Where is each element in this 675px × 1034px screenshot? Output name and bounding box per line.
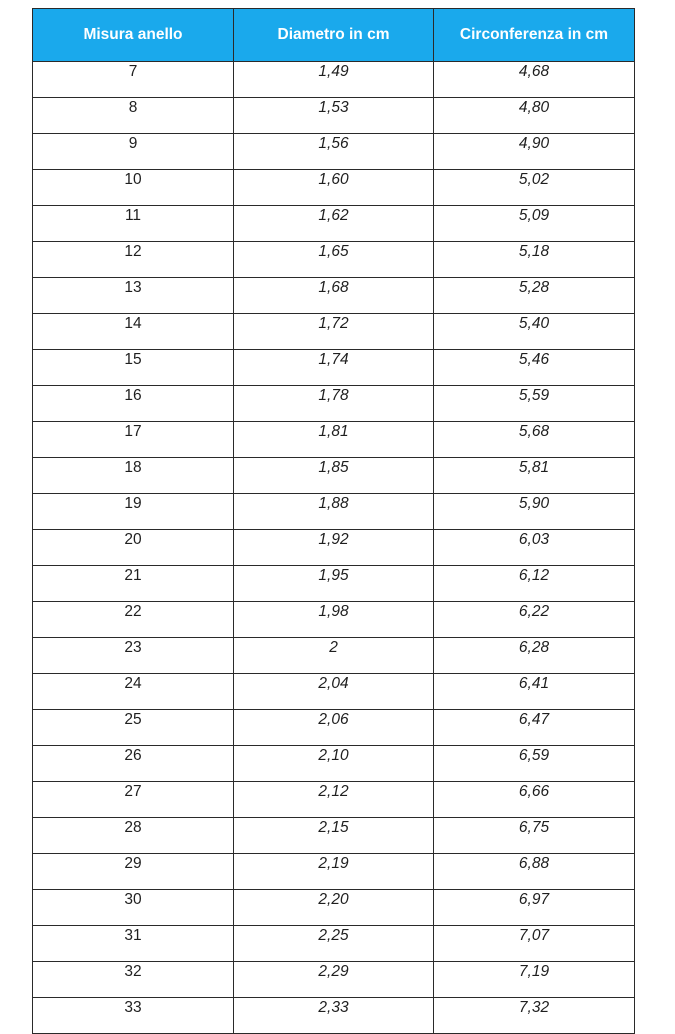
cell-ring-size: 23	[33, 638, 234, 674]
cell-circumference: 5,68	[434, 422, 635, 458]
table-row	[33, 350, 635, 386]
cell-circumference: 5,28	[434, 278, 635, 314]
table-row	[33, 926, 635, 962]
table-row	[33, 890, 635, 926]
cell-circumference: 5,59	[434, 386, 635, 422]
cell-diameter: 2,10	[234, 746, 434, 782]
cell-circumference: 5,40	[434, 314, 635, 350]
cell-diameter: 2,06	[234, 710, 434, 746]
cell-ring-size: 24	[33, 674, 234, 710]
header-circumference: Circonferenza in cm	[434, 9, 635, 62]
header-diameter: Diametro in cm	[234, 9, 434, 62]
cell-diameter: 1,81	[234, 422, 434, 458]
cell-circumference: 5,46	[434, 350, 635, 386]
table-row	[33, 782, 635, 818]
table-row	[33, 602, 635, 638]
cell-circumference: 5,02	[434, 170, 635, 206]
cell-ring-size: 32	[33, 962, 234, 998]
table-row	[33, 638, 635, 674]
cell-diameter: 1,49	[234, 62, 434, 98]
cell-diameter: 2,29	[234, 962, 434, 998]
cell-ring-size: 20	[33, 530, 234, 566]
cell-ring-size: 16	[33, 386, 234, 422]
table-row	[33, 710, 635, 746]
cell-diameter: 1,65	[234, 242, 434, 278]
cell-diameter: 1,56	[234, 134, 434, 170]
cell-ring-size: 9	[33, 134, 234, 170]
table-row	[33, 818, 635, 854]
table-row	[33, 962, 635, 998]
table-row	[33, 566, 635, 602]
cell-circumference: 6,88	[434, 854, 635, 890]
cell-diameter: 2,04	[234, 674, 434, 710]
cell-circumference: 5,90	[434, 494, 635, 530]
cell-diameter: 1,62	[234, 206, 434, 242]
cell-ring-size: 7	[33, 62, 234, 98]
table-body	[33, 62, 635, 1034]
cell-circumference: 6,28	[434, 638, 635, 674]
cell-circumference: 6,47	[434, 710, 635, 746]
table-row	[33, 98, 635, 134]
cell-circumference: 6,12	[434, 566, 635, 602]
cell-ring-size: 19	[33, 494, 234, 530]
cell-circumference: 6,97	[434, 890, 635, 926]
table-row	[33, 62, 635, 98]
cell-diameter: 1,78	[234, 386, 434, 422]
cell-ring-size: 29	[33, 854, 234, 890]
cell-ring-size: 33	[33, 998, 234, 1034]
cell-diameter: 2,33	[234, 998, 434, 1034]
cell-diameter: 1,74	[234, 350, 434, 386]
table-row	[33, 386, 635, 422]
cell-circumference: 5,18	[434, 242, 635, 278]
table-row	[33, 458, 635, 494]
table-row	[33, 278, 635, 314]
cell-ring-size: 27	[33, 782, 234, 818]
ring-size-table	[32, 8, 635, 1034]
header-ring-size: Misura anello	[33, 9, 234, 62]
table-row	[33, 206, 635, 242]
cell-ring-size: 11	[33, 206, 234, 242]
cell-ring-size: 10	[33, 170, 234, 206]
cell-circumference: 4,80	[434, 98, 635, 134]
cell-diameter: 2,19	[234, 854, 434, 890]
cell-diameter: 1,88	[234, 494, 434, 530]
table-row	[33, 998, 635, 1034]
cell-diameter: 1,72	[234, 314, 434, 350]
table-row	[33, 530, 635, 566]
cell-circumference: 6,59	[434, 746, 635, 782]
cell-circumference: 5,81	[434, 458, 635, 494]
cell-circumference: 6,03	[434, 530, 635, 566]
table-row	[33, 134, 635, 170]
table-row	[33, 854, 635, 890]
cell-diameter: 1,92	[234, 530, 434, 566]
table-row	[33, 674, 635, 710]
cell-ring-size: 22	[33, 602, 234, 638]
cell-circumference: 4,90	[434, 134, 635, 170]
cell-diameter: 2,25	[234, 926, 434, 962]
cell-circumference: 6,66	[434, 782, 635, 818]
table-row	[33, 422, 635, 458]
cell-ring-size: 30	[33, 890, 234, 926]
cell-ring-size: 26	[33, 746, 234, 782]
cell-ring-size: 25	[33, 710, 234, 746]
table-row	[33, 746, 635, 782]
cell-ring-size: 14	[33, 314, 234, 350]
cell-ring-size: 21	[33, 566, 234, 602]
cell-ring-size: 8	[33, 98, 234, 134]
cell-ring-size: 28	[33, 818, 234, 854]
table-row	[33, 494, 635, 530]
cell-diameter: 2,12	[234, 782, 434, 818]
cell-circumference: 7,19	[434, 962, 635, 998]
cell-diameter: 1,53	[234, 98, 434, 134]
cell-ring-size: 15	[33, 350, 234, 386]
cell-ring-size: 12	[33, 242, 234, 278]
cell-circumference: 4,68	[434, 62, 635, 98]
table-row	[33, 314, 635, 350]
cell-ring-size: 18	[33, 458, 234, 494]
cell-circumference: 6,22	[434, 602, 635, 638]
cell-circumference: 6,75	[434, 818, 635, 854]
table-row	[33, 170, 635, 206]
cell-circumference: 7,07	[434, 926, 635, 962]
cell-circumference: 7,32	[434, 998, 635, 1034]
cell-circumference: 6,41	[434, 674, 635, 710]
cell-diameter: 1,60	[234, 170, 434, 206]
cell-diameter: 1,68	[234, 278, 434, 314]
table-header	[33, 9, 635, 62]
cell-ring-size: 13	[33, 278, 234, 314]
cell-diameter: 2,20	[234, 890, 434, 926]
cell-diameter: 1,95	[234, 566, 434, 602]
cell-diameter: 2	[234, 638, 434, 674]
cell-diameter: 2,15	[234, 818, 434, 854]
cell-circumference: 5,09	[434, 206, 635, 242]
cell-ring-size: 31	[33, 926, 234, 962]
header-row	[33, 9, 635, 62]
cell-diameter: 1,98	[234, 602, 434, 638]
cell-ring-size: 17	[33, 422, 234, 458]
table-row	[33, 242, 635, 278]
cell-diameter: 1,85	[234, 458, 434, 494]
